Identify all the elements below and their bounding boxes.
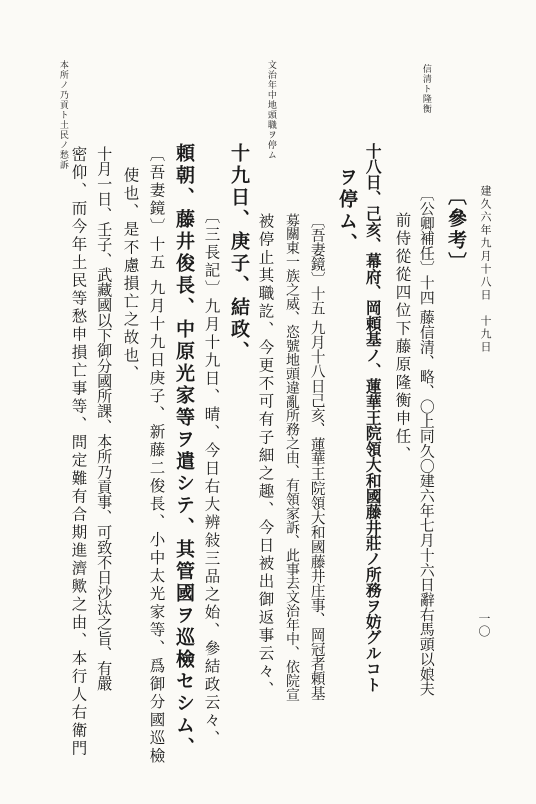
margin-note-nogu: 本所ノ乃貢ト土民ノ愁訴 xyxy=(57,60,68,170)
col-07: 募關東一族之威、恣號地頭違亂所務之由、有領家訴、此事去文治年中、依院宣 xyxy=(282,213,299,702)
col-05: ヲ停ム、 xyxy=(336,167,358,255)
col-10: 〔三長記〕九月十九日、晴、今日右大辨敍三品之始、參結政云々、 xyxy=(202,208,221,748)
margin-note-jito: 文治年中地頭職ヲ停ム xyxy=(265,60,276,160)
col-11: 頼朝、藤井俊長、中原光家等ヲ遣シテ、其管國ヲ巡檢セシム、 xyxy=(173,143,195,759)
col-14: 十月一日、壬子、武藏國以下御分國所課、本所乃貢事、可致不日沙汰之旨、有嚴 xyxy=(95,146,114,692)
col-06: 〔吾妻鏡〕十五 九月十八日己亥、蓮華王院領大和國藤井庄事、岡冠者頼基 xyxy=(308,213,326,701)
col-02: 〔公卿補任〕十四 藤信清、略、〇上同久〇建六年七月十六日辭右馬頭以娘夫 xyxy=(417,186,436,696)
page-number: 一〇 xyxy=(477,612,491,638)
col-12: 〔吾妻鏡〕十五 九月十九日庚子、新藤二俊長、小中太光家等、爲御分國巡檢 xyxy=(147,146,166,766)
running-head: 建久六年九月十八日 十九日 xyxy=(479,185,492,354)
col-03: 前侍從從四位下藤原隆衡申任、 xyxy=(393,212,412,464)
margin-note-shinsei: 信清ト隆衡 xyxy=(420,64,431,114)
col-09: 十九日、庚子、結政、 xyxy=(228,143,250,363)
col-13: 使也、是不慮損亡之故也、 xyxy=(121,167,140,383)
col-01-sanko: 〔參考〕 xyxy=(445,186,467,274)
col-04: 十八日、己亥、幕府、岡頼基ノ、蓮華王院領大和國藤井莊ノ所務ヲ妨グルコト xyxy=(363,143,383,693)
col-15: 密仰、而今年土民等愁申損亡事等、問定難有合期進濟歟之由、本行人右衛門 xyxy=(69,146,88,758)
col-08: 被停止其職訖、今更不可有子細之趣、今日被出御返事云々、 xyxy=(256,213,275,699)
